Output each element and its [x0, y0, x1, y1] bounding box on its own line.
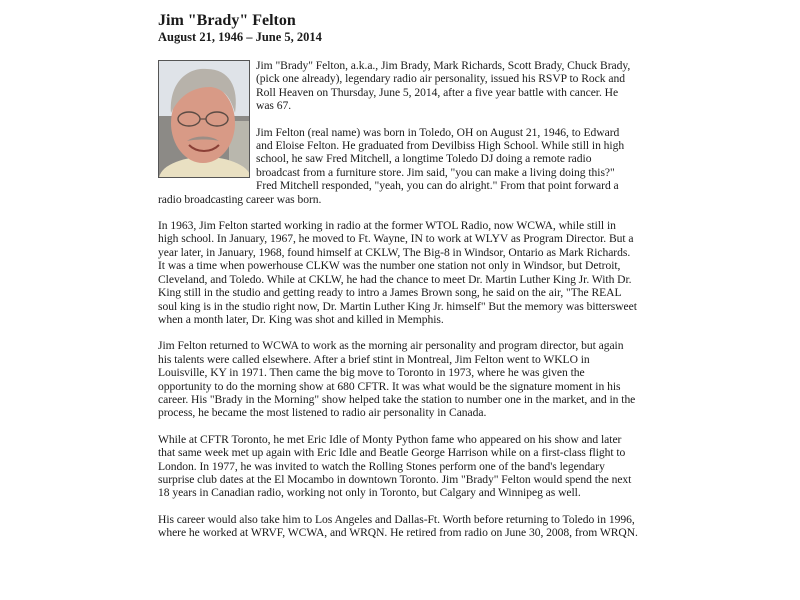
paragraph: Jim Felton (real name) was born in Toledo, OH on August 21, 1946, to Edward and Eloise Felton. He graduated from Devilbiss High School. While still in high school, he saw Fred Mitchell, a longtime Toledo DJ doing a remote radio broadcast from a furniture store. Jim said, "you can make a living doing this?" Fred Mitchell responded, "yeah, you can do alright." From that point forward a radio broadcasting career was born. [158, 125, 625, 206]
portrait-image [159, 61, 250, 178]
paragraph: Jim "Brady" Felton, a.k.a., Jim Brady, Mark Richards, Scott Brady, Chuck Brady, (pick one already), legendary radio air personality, issued his RSVP to Rock and Roll Heaven on Thursday, June 5, 2014, after a five year battle with cancer. He was 67. [256, 59, 631, 113]
document-title: Jim "Brady" Felton [158, 12, 296, 29]
paragraph: Jim Felton returned to WCWA to work as the morning air personality and program director, but again his talents were called elsewhere. After a brief stint in Montreal, Jim Felton went to WKLO in Louisville, KY in 1971. Then came the big move to Toronto in 1973, where he was given the opportunity to do the morning show at 680 CFTR. It was what would be the signature moment in his career. His "Brady in the Morning" show helped take the station to number one in the market, and in the process, he became the most listened to radio air personality in Canada. [158, 339, 636, 420]
paragraph: His career would also take him to Los Angeles and Dallas-Ft. Worth before returning to Toledo in 1996, where he worked at WRVF, WCWA, and WRQN. He retired from radio on June 30, 2008, from WRQN. [158, 512, 638, 540]
portrait-photo [158, 60, 250, 178]
paragraph: While at CFTR Toronto, he met Eric Idle of Monty Python fame who appeared on his show and later that same week met up again with Eric Idle and Beatle George Harrison while on a first-class flight to London. In 1977, he was invited to watch the Rolling Stones perform one of the band's legendary surprise club dates at the El Mocambo in downtown Toronto. Jim "Brady" Felton would spend the next 18 years in Canadian radio, working not only in Toronto, but Calgary and Winnipeg as well. [158, 432, 632, 500]
life-dates: August 21, 1946 – June 5, 2014 [158, 30, 322, 44]
obituary-document [158, 12, 638, 553]
paragraph: In 1963, Jim Felton started working in radio at the former WTOL Radio, now WCWA, while still in high school. In January, 1967, he moved to Ft. Wayne, IN to work at WLYV as Program Director. But a year later, in January, 1968, found himself at CKLW, The Big-8 in Windsor, Ontario as Mark Richards. It was a time when powerhouse CLKW was the number one station not only in Windsor, but Detroit, Cleveland, and Toledo. While at CKLW, he had the chance to meet Dr. Martin Luther King Jr. With Dr. King still in the studio and getting ready to intro a James Brown song, he said on the air, "The REAL soul king is in the studio right now, Dr. Martin Luther King Jr. himself" But the memory was bittersweet when a month later, Dr. King was shot and killed in Memphis. [158, 219, 637, 326]
